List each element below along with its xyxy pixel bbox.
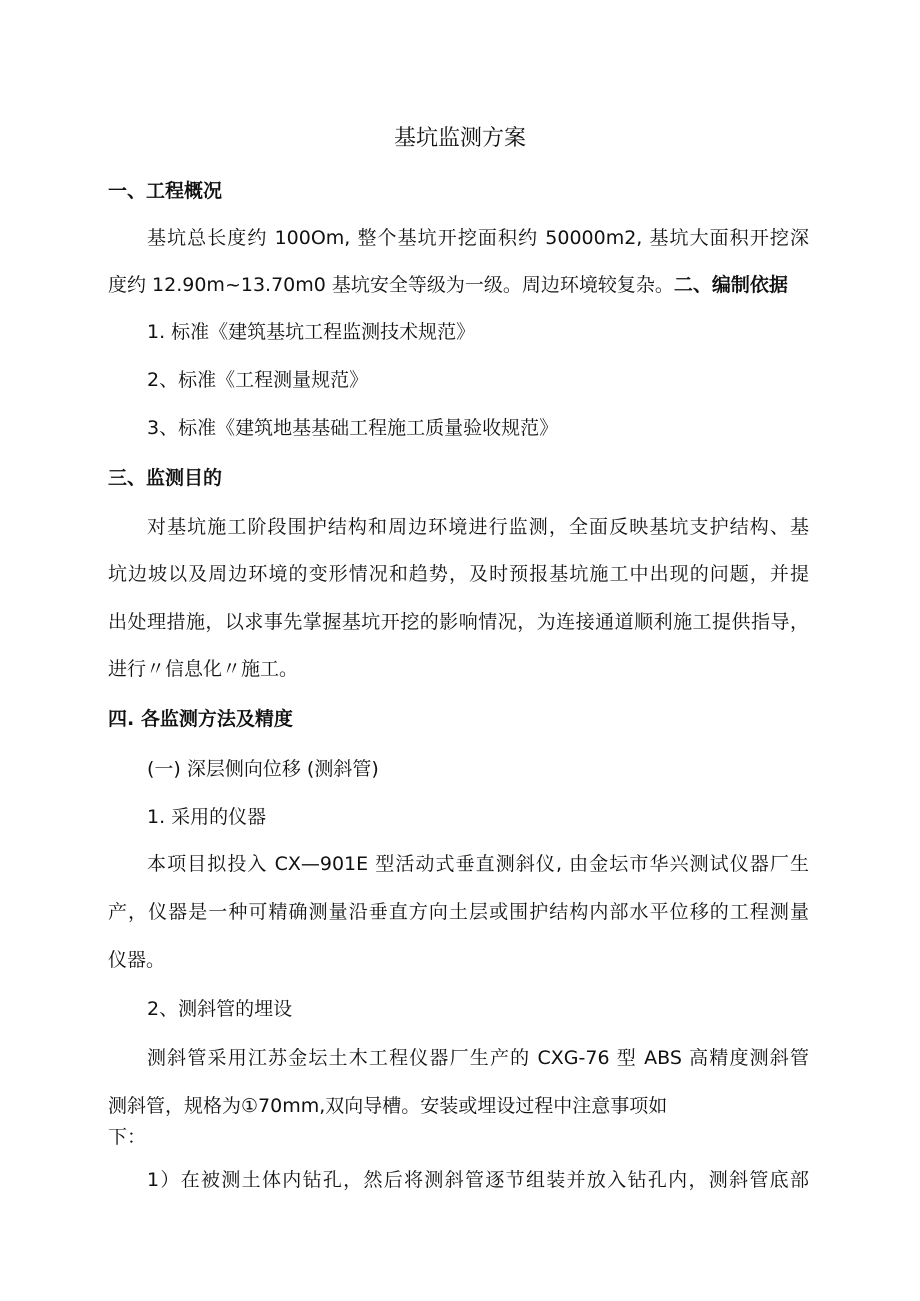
list-item: 2、标准《工程测量规范》 [147, 369, 369, 391]
paragraph-line: 出处理措施，以求事先掌握基坑开挖的影响情况，为连接通道顺利施工提供指导， [108, 611, 809, 633]
subsection-heading: 1. 采用的仪器 [147, 806, 267, 828]
paragraph-line: 进行〃信息化〃施工。 [108, 658, 299, 680]
paragraph-line: 对基坑施工阶段围护结构和周边环境进行监测，全面反映基坑支护结构、基 [147, 516, 809, 538]
paragraph-line: 基坑总长度约 100Om, 整个基坑开挖面积约 50000m2, 基坑大面积开挖深 [147, 227, 809, 249]
paragraph-line: 下： [108, 1126, 147, 1148]
list-item: 1. 标准《建筑基坑工程监测技术规范》 [147, 321, 476, 343]
paragraph-line: 测斜管，规格为①70mm,双向导槽。安装或埋设过程中注意事项如 [108, 1095, 668, 1117]
paragraph-line: 坑边坡以及周边环境的变形情况和趋势，及时预报基坑施工中出现的问题，并提 [108, 563, 809, 585]
subsection-heading: 2、测斜管的埋设 [147, 998, 293, 1020]
section-heading-purpose: 三、监测目的 [108, 467, 223, 489]
paragraph-line: 本项目拟投入 CX—901E 型活动式垂直测斜仪, 由金坛市华兴测试仪器厂生 [147, 853, 809, 875]
paragraph-line [108, 272, 788, 298]
paragraph-text: 度约 12.90m~13.70m0 基坑安全等级为一级。周边环境较复杂。 [108, 274, 674, 296]
section-heading-basis: 二、编制依据 [673, 274, 788, 296]
section-heading-methods: 四. 各监测方法及精度 [108, 708, 293, 730]
paragraph-line: 1）在被测土体内钻孔，然后将测斜管逐节组装并放入钻孔内，测斜管底部 [147, 1169, 809, 1191]
list-item: 3、标准《建筑地基基础工程施工质量验收规范》 [147, 417, 559, 439]
document-title: 基坑监测方案 [393, 126, 526, 151]
section-heading-overview: 一、工程概况 [108, 180, 223, 202]
paragraph-line: 产，仪器是一种可精确测量沿垂直方向土层或围护结构内部水平位移的工程测量 [108, 901, 809, 923]
paragraph-line: 仪器。 [108, 949, 166, 971]
paragraph-line: 测斜管采用江苏金坛土木工程仪器厂生产的 CXG-76 型 ABS 高精度测斜管 [147, 1047, 809, 1069]
subsection-heading: (一) 深层侧向位移 (测斜管) [147, 758, 379, 780]
